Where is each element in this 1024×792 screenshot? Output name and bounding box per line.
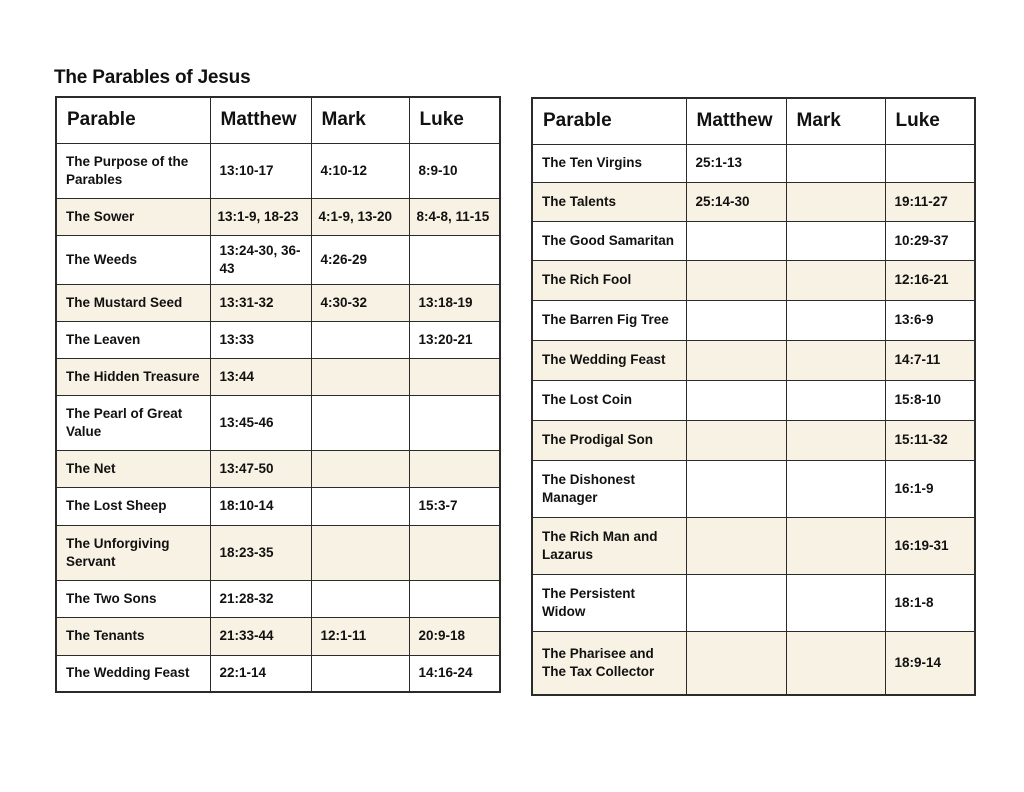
table-header-row	[56, 97, 500, 143]
table-row	[56, 143, 500, 198]
cell-parable: The Weeds	[56, 235, 210, 284]
cell-luke: 15:8-10	[885, 380, 975, 420]
cell-matthew: 13:1-9, 18-23	[210, 198, 311, 235]
cell-mark	[786, 221, 885, 260]
cell-luke: 15:11-32	[885, 420, 975, 460]
cell-matthew: 13:44	[210, 358, 311, 395]
table-row	[532, 300, 975, 340]
table-row	[56, 617, 500, 655]
cell-matthew	[686, 260, 786, 300]
table-row	[56, 580, 500, 617]
cell-parable: The Pearl of Great Value	[56, 395, 210, 450]
header-mark: Mark	[786, 98, 885, 144]
cell-mark	[786, 574, 885, 631]
cell-matthew: 25:1-13	[686, 144, 786, 182]
cell-parable: The Net	[56, 450, 210, 487]
header-luke: Luke	[885, 98, 975, 144]
table-row	[532, 517, 975, 574]
cell-luke	[409, 395, 500, 450]
cell-mark: 4:30-32	[311, 284, 409, 321]
cell-mark	[786, 631, 885, 695]
cell-luke: 16:1-9	[885, 460, 975, 517]
cell-luke: 8:9-10	[409, 143, 500, 198]
cell-luke: 13:6-9	[885, 300, 975, 340]
cell-mark	[786, 380, 885, 420]
cell-matthew	[686, 380, 786, 420]
cell-matthew	[686, 631, 786, 695]
cell-mark	[311, 580, 409, 617]
table-row	[56, 235, 500, 284]
cell-mark	[786, 420, 885, 460]
header-matthew: Matthew	[210, 97, 311, 143]
cell-matthew: 13:45-46	[210, 395, 311, 450]
cell-matthew: 21:33-44	[210, 617, 311, 655]
cell-luke: 18:1-8	[885, 574, 975, 631]
table-row	[532, 182, 975, 221]
cell-luke: 14:16-24	[409, 655, 500, 692]
table-row	[532, 221, 975, 260]
cell-luke: 13:20-21	[409, 321, 500, 358]
cell-matthew	[686, 460, 786, 517]
header-matthew: Matthew	[686, 98, 786, 144]
cell-mark	[786, 460, 885, 517]
cell-parable: The Wedding Feast	[56, 655, 210, 692]
header-mark: Mark	[311, 97, 409, 143]
cell-luke: 20:9-18	[409, 617, 500, 655]
cell-parable: The Leaven	[56, 321, 210, 358]
cell-parable: The Talents	[532, 182, 686, 221]
cell-luke	[885, 144, 975, 182]
cell-parable: The Hidden Treasure	[56, 358, 210, 395]
cell-parable: The Two Sons	[56, 580, 210, 617]
cell-mark: 4:10-12	[311, 143, 409, 198]
cell-matthew	[686, 221, 786, 260]
cell-matthew: 13:33	[210, 321, 311, 358]
cell-parable: The Rich Man and Lazarus	[532, 517, 686, 574]
cell-mark	[311, 358, 409, 395]
cell-luke: 14:7-11	[885, 340, 975, 380]
cell-matthew: 13:10-17	[210, 143, 311, 198]
cell-mark	[311, 321, 409, 358]
cell-parable: The Mustard Seed	[56, 284, 210, 321]
table-row	[56, 395, 500, 450]
cell-matthew: 13:24-30, 36-43	[210, 235, 311, 284]
parables-table-left	[55, 96, 501, 693]
parables-table-right	[531, 97, 976, 696]
table-row	[56, 284, 500, 321]
cell-luke: 19:11-27	[885, 182, 975, 221]
cell-parable: The Good Samaritan	[532, 221, 686, 260]
cell-parable: The Rich Fool	[532, 260, 686, 300]
cell-matthew	[686, 340, 786, 380]
cell-mark	[786, 517, 885, 574]
cell-mark	[786, 182, 885, 221]
table-row	[56, 487, 500, 525]
cell-matthew: 13:47-50	[210, 450, 311, 487]
cell-mark	[786, 340, 885, 380]
cell-luke	[409, 580, 500, 617]
cell-mark	[786, 300, 885, 340]
table-row	[56, 655, 500, 692]
table-row	[532, 144, 975, 182]
table-row	[532, 460, 975, 517]
table-row	[532, 574, 975, 631]
cell-parable: The Barren Fig Tree	[532, 300, 686, 340]
cell-parable: The Ten Virgins	[532, 144, 686, 182]
cell-matthew	[686, 300, 786, 340]
cell-luke	[409, 525, 500, 580]
cell-parable: The Pharisee and The Tax Collector	[532, 631, 686, 695]
cell-mark: 4:1-9, 13-20	[311, 198, 409, 235]
cell-matthew	[686, 420, 786, 460]
cell-parable: The Lost Coin	[532, 380, 686, 420]
table-header-row	[532, 98, 975, 144]
cell-parable: The Unforgiving Servant	[56, 525, 210, 580]
header-parable: Parable	[532, 98, 686, 144]
cell-matthew: 22:1-14	[210, 655, 311, 692]
cell-mark: 12:1-11	[311, 617, 409, 655]
cell-parable: The Purpose of the Parables	[56, 143, 210, 198]
cell-luke: 16:19-31	[885, 517, 975, 574]
cell-mark	[786, 260, 885, 300]
table-row	[532, 631, 975, 695]
cell-mark	[311, 487, 409, 525]
cell-mark	[311, 450, 409, 487]
cell-parable: The Tenants	[56, 617, 210, 655]
cell-matthew: 18:23-35	[210, 525, 311, 580]
cell-parable: The Sower	[56, 198, 210, 235]
cell-mark	[786, 144, 885, 182]
table-row	[56, 198, 500, 235]
cell-luke	[409, 358, 500, 395]
cell-mark	[311, 395, 409, 450]
cell-mark	[311, 525, 409, 580]
cell-matthew	[686, 574, 786, 631]
cell-luke	[409, 235, 500, 284]
cell-luke: 12:16-21	[885, 260, 975, 300]
cell-matthew: 18:10-14	[210, 487, 311, 525]
cell-matthew: 13:31-32	[210, 284, 311, 321]
table-row	[56, 321, 500, 358]
cell-parable: The Persistent Widow	[532, 574, 686, 631]
cell-matthew: 21:28-32	[210, 580, 311, 617]
cell-luke: 15:3-7	[409, 487, 500, 525]
header-parable: Parable	[56, 97, 210, 143]
table-row	[56, 525, 500, 580]
table-row	[532, 420, 975, 460]
table-row	[56, 450, 500, 487]
cell-matthew: 25:14-30	[686, 182, 786, 221]
header-luke: Luke	[409, 97, 500, 143]
cell-parable: The Prodigal Son	[532, 420, 686, 460]
cell-luke	[409, 450, 500, 487]
cell-matthew	[686, 517, 786, 574]
cell-luke: 8:4-8, 11-15	[409, 198, 500, 235]
cell-luke: 18:9-14	[885, 631, 975, 695]
cell-mark: 4:26-29	[311, 235, 409, 284]
cell-luke: 10:29-37	[885, 221, 975, 260]
cell-mark	[311, 655, 409, 692]
cell-luke: 13:18-19	[409, 284, 500, 321]
table-row	[532, 380, 975, 420]
page-title: The Parables of Jesus	[54, 67, 251, 88]
table-row	[56, 358, 500, 395]
table-row	[532, 340, 975, 380]
cell-parable: The Lost Sheep	[56, 487, 210, 525]
table-row	[532, 260, 975, 300]
cell-parable: The Wedding Feast	[532, 340, 686, 380]
cell-parable: The Dishonest Manager	[532, 460, 686, 517]
